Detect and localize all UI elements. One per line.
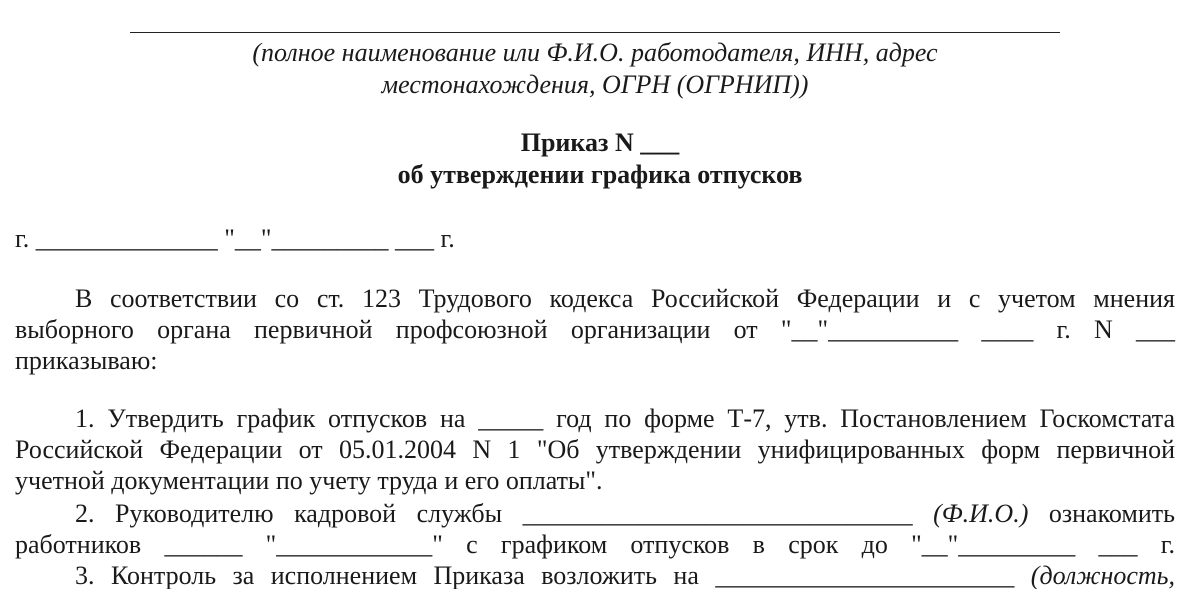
order-title: Приказ N ___ [520,128,680,157]
item-3-line-1 [75,559,1175,589]
employer-name-underline [130,32,1060,33]
item-2-line-1 [75,497,1175,531]
preamble-line-2: выборного органа первичной профсоюзной организации от "__"__________ ____ г. N ___ [15,315,1175,344]
employer-caption-line-2: местонахождения, ОГРН (ОГРНИП)) [381,70,809,99]
preamble-line-1: В соответствии со ст. 123 Трудового кодекса Российской Федерации и с учетом мнения [75,284,1175,313]
order-subtitle: об утверждении графика отпусков [397,160,803,189]
item-3-text: 3. Контроль за исполнением Приказа возложить на _______________________ [75,561,1015,589]
item-2-text: 2. Руководителю кадровой службы ______________________________ [75,499,913,528]
item-1-line-1: 1. Утвердить график отпусков на _____ год по форме Т-7, утв. Постановлением Госкомстата [75,404,1175,433]
item-1-line-3: учетной документации по учету труда и его оплаты". [15,466,603,495]
item-2-fio-hint: (Ф.И.О.) [933,499,1029,528]
employer-caption-line-1: (полное наименование или Ф.И.О. работодателя, ИНН, адрес [252,38,938,67]
preamble-line-3: приказываю: [15,346,158,375]
item-2-end: ознакомить [1048,499,1175,528]
item-3-position-hint: (должность, [1030,561,1176,589]
item-2-line-2: работников ______ "____________" с графиком отпусков в срок до "__"_________ ___ г. [15,530,1175,559]
item-1-line-2: Российской Федерации от 05.01.2004 N 1 "Об утверждении унифицированных форм первичной [15,435,1175,464]
city-date-line: г. ______________ "__"_________ ___ г. [15,224,455,253]
